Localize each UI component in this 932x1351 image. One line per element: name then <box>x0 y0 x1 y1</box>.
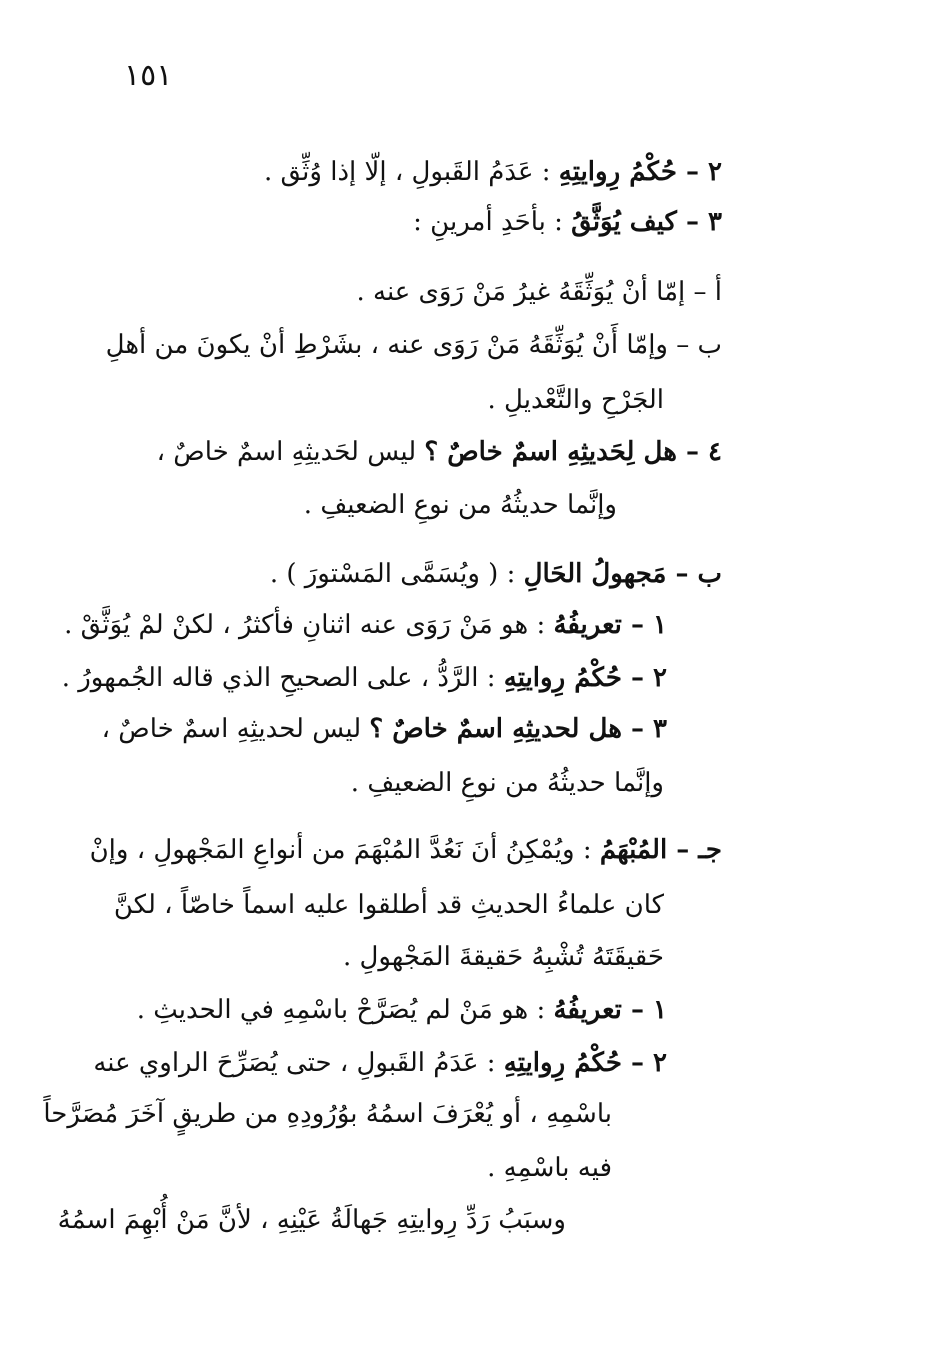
text-line <box>264 152 722 192</box>
text-line <box>90 830 722 870</box>
line-text: : الرَّدُّ ، على الصحيحِ الذي قاله الجُمهورُ . <box>61 663 504 693</box>
line-text: : هو مَنْ لم يُصَرَّحْ باسْمِهِ في الحديثِ . <box>136 995 554 1025</box>
line-text: أ – إمّا أنْ يُوَثِّقَهُ غيرُ مَنْ رَوَى عنه . <box>356 277 722 307</box>
text-line <box>157 432 722 472</box>
text-line <box>62 658 667 698</box>
line-text: : هو مَنْ رَوَى عنه اثنانِ فأكثرُ ، لكنْ لمْ يُوَثَّقْ . <box>64 610 554 640</box>
text-line <box>58 1200 566 1240</box>
line-text: وسبَبُ رَدِّ رِوايتِهِ جَهالَةُ عَيْنِهِ ، لأنَّ مَنْ أُبْهِمَ اسمُهُ <box>57 1205 566 1235</box>
line-text: ليس لحَديثِهِ اسمٌ خاصٌ ، <box>156 437 425 467</box>
line-text: كان علماءُ الحديثِ قد أطلقوا عليه اسماً خاصّاً ، لكنَّ <box>113 890 664 920</box>
line-text: : ويُمْكِنُ أنَ نَعُدَّ المُبْهَمَ من أنواعِ المَجْهولِ ، وإنْ <box>89 835 600 865</box>
line-text: : عَدَمُ القَبولِ ، إلّا إذا وُثِّق . <box>263 157 559 187</box>
text-line <box>487 380 664 420</box>
line-heading: ٢ – حُكْمُ رِوايتِهِ <box>503 663 667 693</box>
line-text: وإنَّما حديثُهُ من نوعِ الضعيفِ . <box>303 490 617 520</box>
line-heading: ١ – تعريفُهُ <box>553 995 667 1025</box>
line-heading: ٤ – هل لِحَديثِهِ اسمٌ خاصٌ ؟ <box>424 437 722 467</box>
line-text: فيه باسْمِهِ . <box>487 1153 612 1183</box>
text-line <box>43 1094 612 1134</box>
line-heading: ب – مَجهولُ الحَالِ <box>523 559 722 589</box>
line-heading: ١ – تعريفُهُ <box>553 610 667 640</box>
text-line <box>356 272 722 312</box>
text-line <box>351 763 664 803</box>
line-text: الجَرْحِ والتَّعْديلِ . <box>487 385 664 415</box>
line-heading: ٢ – حُكْمُ رِوايتِهِ <box>558 157 722 187</box>
line-heading: ٣ – هل لحديثِهِ اسمٌ خاصٌ ؟ <box>369 714 667 744</box>
text-line <box>413 202 722 242</box>
line-text: وإنَّما حديثُهُ من نوعِ الضعيفِ . <box>350 768 664 798</box>
line-text: : عَدَمُ القَبولِ ، حتى يُصَرِّحَ الراوي عنه <box>93 1048 504 1078</box>
line-heading: ٢ – حُكْمُ رِوايتِهِ <box>503 1048 667 1078</box>
text-line <box>487 1148 612 1188</box>
line-heading: جـ – المُبْهَمُ <box>599 835 722 865</box>
text-line <box>304 485 617 525</box>
text-line <box>64 605 667 645</box>
line-heading: ٣ – كيف يُوَثَّقُ <box>571 207 722 237</box>
text-line <box>106 325 722 365</box>
line-text: ب – وإمّا أَنْ يُوَثِّقَهُ مَنْ رَوَى عنه ، بشَرْطِ أنْ يكونَ من أهلِ <box>105 330 722 360</box>
text-line <box>114 885 664 925</box>
line-text: ليس لحديثِهِ اسمٌ خاصٌ ، <box>101 714 370 744</box>
text-line <box>93 1043 667 1083</box>
line-text: : ( ويُسَمَّى المَسْتورَ ) . <box>269 559 524 589</box>
line-text: حَقيقَتَهُ تُشْبِهُ حَقيقةَ المَجْهولِ . <box>343 942 664 972</box>
text-line <box>102 709 667 749</box>
text-line <box>270 554 722 594</box>
line-text: : بأحَدِ أمرينِ : <box>413 207 572 237</box>
text-line <box>343 937 664 977</box>
page-number: ١٥١ <box>124 58 173 93</box>
text-line <box>137 990 667 1030</box>
line-text: باسْمِهِ ، أو يُعْرَفَ اسمُهُ بوُرُودِهِ من طريقٍ آخَرَ مُصَرَّحاً <box>43 1099 612 1129</box>
